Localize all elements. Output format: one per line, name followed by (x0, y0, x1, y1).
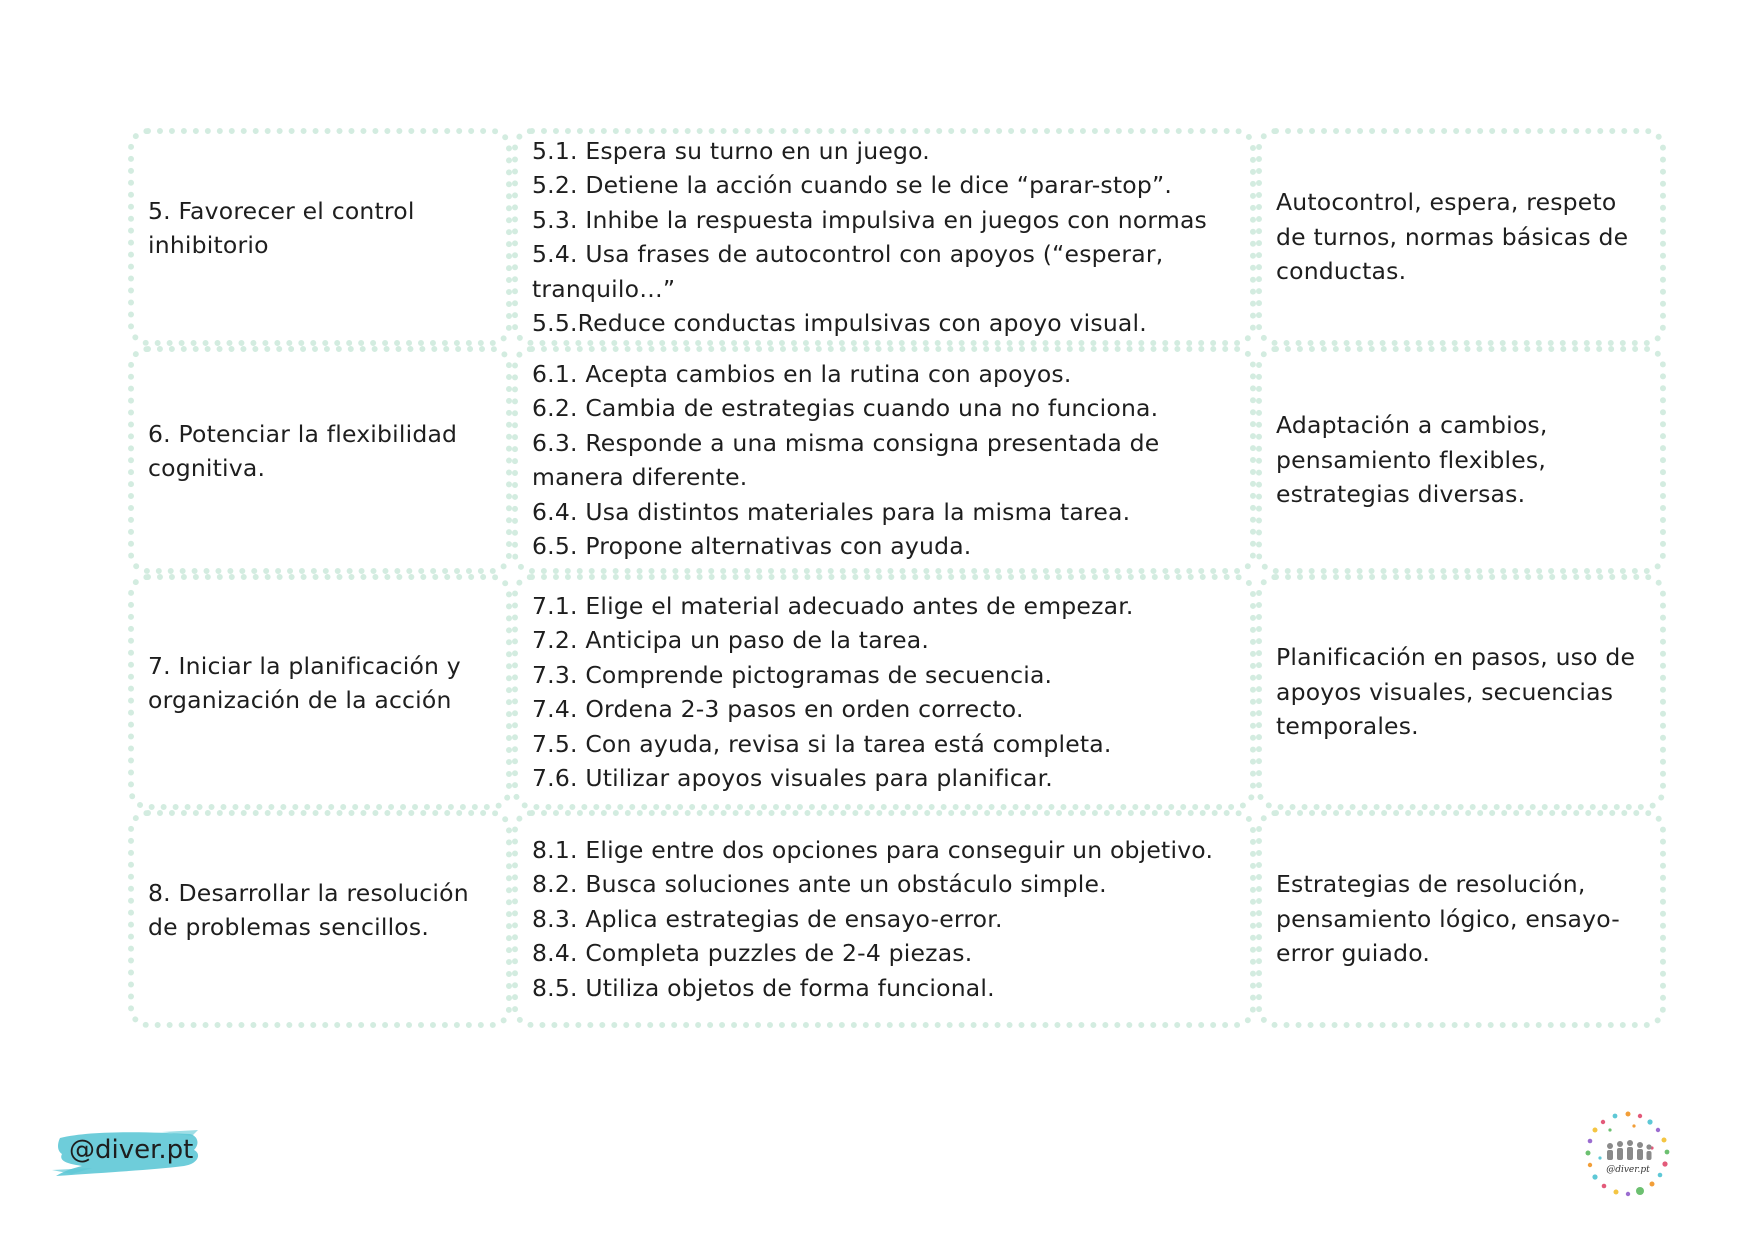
criterion-item: 5.2. Detiene la acción cuando se le dice “parar-stop”. (532, 171, 1172, 199)
objective-cell-5 (128, 128, 512, 346)
criterion-item: 7.5. Con ayuda, revisa si la tarea está completa. (532, 729, 1112, 758)
contents-text-6: Adaptación a cambios, pensamiento flexibles, estrategias diversas. (1276, 411, 1548, 509)
diver-logo (1582, 1108, 1674, 1200)
svg-text:@diver.pt: @diver.pt (1606, 1165, 1650, 1175)
contents-cell-5 (1256, 128, 1666, 346)
objective-cell-7 (128, 574, 512, 810)
criterion-item: 5.5.Reduce conductas impulsivas con apoyo visual. (532, 309, 1147, 337)
objective-cell-6 (128, 346, 512, 574)
criterion-item: 6.5. Propone alternativas con ayuda. (532, 532, 972, 560)
objective-text-6: 6. Potenciar la flexibilidad cognitiva. (148, 419, 458, 482)
criterion-item: 6.1. Acepta cambios en la rutina con apoyos. (532, 359, 1072, 388)
objective-text-8: 8. Desarrollar la resolución de problemas sencillos. (148, 878, 469, 941)
criteria-cell-6 (512, 346, 1256, 574)
social-handle-badge (52, 1124, 202, 1180)
criterion-item: 7.2. Anticipa un paso de la tarea. (532, 626, 930, 654)
criteria-cell-8 (512, 810, 1256, 1028)
contents-text-5: Autocontrol, espera, respeto de turnos, normas básicas de conductas. (1276, 188, 1629, 286)
criteria-cell-5 (512, 128, 1256, 346)
criterion-item: 8.5. Utiliza objetos de forma funcional. (532, 973, 995, 1002)
criterion-item: 8.4. Completa puzzles de 2-4 piezas. (532, 939, 973, 968)
objective-text-5: 5. Favorecer el control inhibitorio (148, 196, 415, 259)
contents-text-8: Estrategias de resolución, pensamiento lógico, ensayo-error guiado. (1276, 870, 1620, 968)
handle-text: @diver.pt (69, 1135, 194, 1165)
objective-cell-8 (128, 810, 512, 1028)
criterion-item: 8.1. Elige entre dos opciones para conseguir un objetivo. (532, 835, 1214, 864)
criterion-item: 7.6. Utilizar apoyos visuales para planificar. (532, 764, 1053, 792)
contents-text-7: Planificación en pasos, uso de apoyos visuales, secuencias temporales. (1276, 643, 1636, 741)
objective-text-7: 7. Iniciar la planificación y organización de la acción (148, 651, 461, 714)
criterion-item: 8.3. Aplica estrategias de ensayo-error. (532, 904, 1003, 933)
criterion-item: 6.4. Usa distintos materiales para la misma tarea. (532, 497, 1131, 526)
contents-cell-8 (1256, 810, 1666, 1028)
criterion-item: 6.2. Cambia de estrategias cuando una no funciona. (532, 394, 1159, 422)
criterion-item: 7.1. Elige el material adecuado antes de empezar. (532, 591, 1134, 620)
criterion-item: 8.2. Busca soluciones ante un obstáculo simple. (532, 870, 1107, 899)
criterion-item: 7.3. Comprende pictogramas de secuencia. (532, 660, 1053, 689)
criterion-item: 6.3. Responde a una misma consigna presentada de manera diferente. (532, 428, 1160, 491)
contents-cell-6 (1256, 346, 1666, 574)
criterion-item: 5.1. Espera su turno en un juego. (532, 136, 930, 165)
criterion-item: 5.4. Usa frases de autocontrol con apoyos (“esperar, tranquilo…” (532, 240, 1164, 303)
criteria-cell-7 (512, 574, 1256, 810)
criterion-item: 5.3. Inhibe la respuesta impulsiva en juegos con normas (532, 205, 1207, 234)
criterion-item: 7.4. Ordena 2-3 pasos en orden correcto. (532, 695, 1024, 723)
contents-cell-7 (1256, 574, 1666, 810)
objectives-table (128, 128, 1666, 1028)
